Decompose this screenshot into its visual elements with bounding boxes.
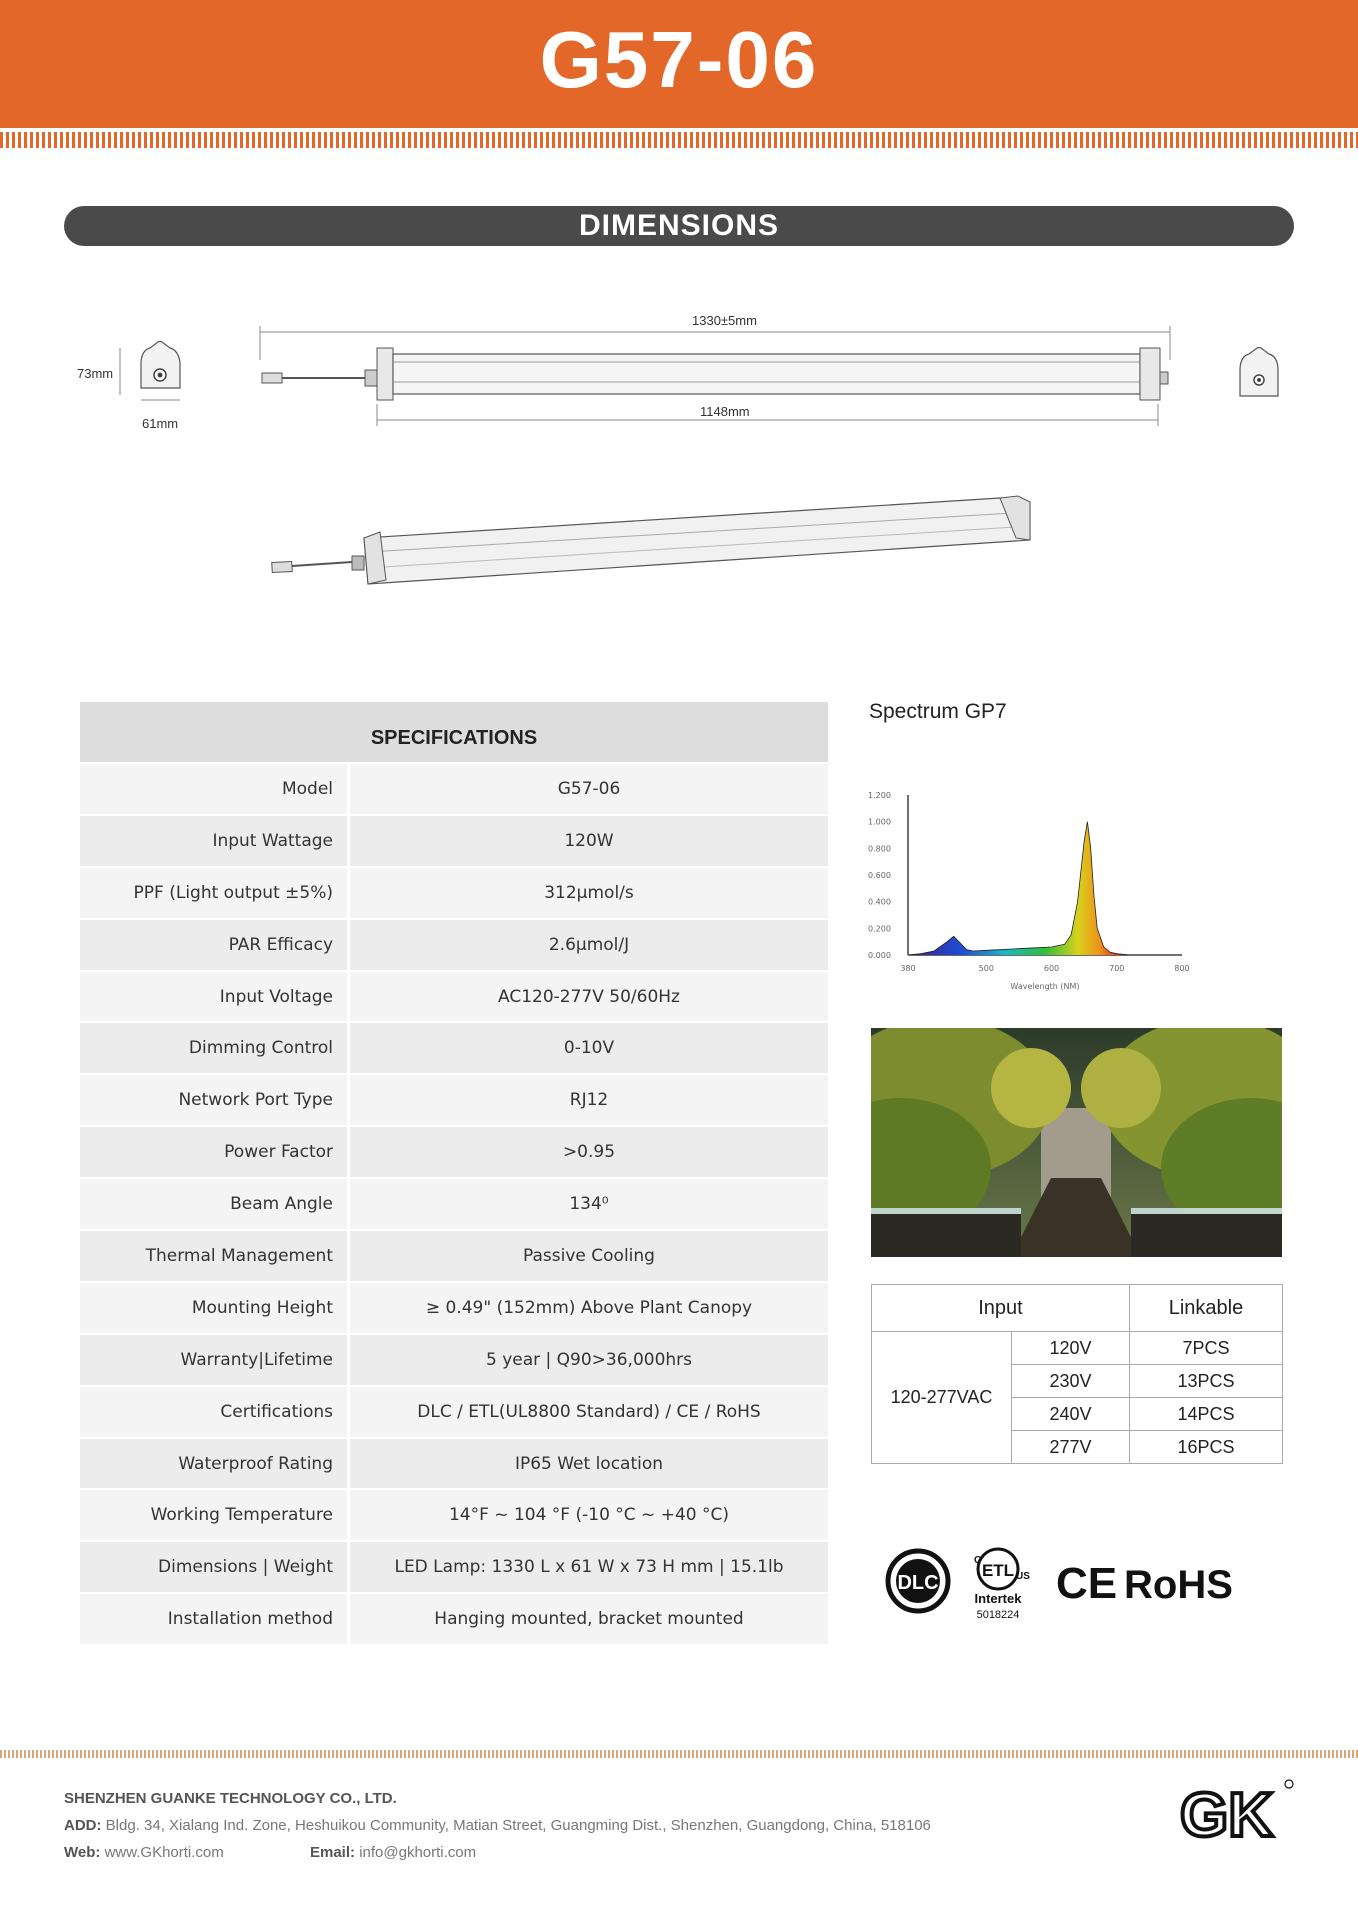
x-tick-label: 380 xyxy=(900,964,916,973)
spec-row xyxy=(80,1281,828,1333)
y-tick-label: 0.600 xyxy=(868,871,891,880)
etl-logo xyxy=(974,1549,1030,1621)
svg-text:5018224: 5018224 xyxy=(976,1609,1020,1621)
voltage-cell: 240V xyxy=(1012,1398,1130,1431)
spec-value: Passive Cooling xyxy=(523,1246,655,1267)
spec-label: Working Temperature xyxy=(80,1490,350,1540)
spec-value: 5 year | Q90>36,000hrs xyxy=(485,1349,693,1370)
spec-label: Certifications xyxy=(80,1387,350,1437)
spec-value: 134⁰ xyxy=(569,1194,609,1215)
count-cell: 16PCS xyxy=(1130,1431,1283,1464)
certification-logos xyxy=(876,1545,1296,1625)
spec-value: ≥ 0.49" (152mm) Above Plant Canopy xyxy=(425,1297,753,1318)
svg-text:ETL: ETL xyxy=(981,1561,1015,1580)
spec-row xyxy=(80,814,828,866)
perspective-view xyxy=(272,496,1030,584)
spec-value: 14°F ~ 104 °F (-10 °C ~ +40 °C) xyxy=(448,1505,729,1526)
spec-row xyxy=(80,918,828,970)
spec-label: PAR Efficacy xyxy=(80,920,350,970)
input-header: Input xyxy=(872,1285,1130,1332)
y-tick-label: 0.200 xyxy=(868,924,891,934)
spec-value: AC120-277V 50/60Hz xyxy=(498,986,680,1007)
spec-row xyxy=(80,762,828,814)
y-tick-label: 0.400 xyxy=(868,897,891,907)
count-cell: 13PCS xyxy=(1130,1365,1283,1398)
spec-row xyxy=(80,1177,828,1229)
spec-label: Warranty|Lifetime xyxy=(80,1335,350,1385)
svg-text:DLC: DLC xyxy=(897,1572,939,1594)
company-web xyxy=(64,1844,224,1861)
y-tick-label: 0.800 xyxy=(868,844,891,854)
spec-value: IP65 Wet location xyxy=(514,1453,664,1474)
email-link[interactable]: info@gkhorti.com xyxy=(359,1844,477,1861)
spec-label: PPF (Light output ±5%) xyxy=(80,868,350,918)
page-title: G57-06 xyxy=(539,15,819,104)
spec-label: Dimensions | Weight xyxy=(80,1542,350,1592)
x-tick-label: 700 xyxy=(1109,964,1125,973)
count-cell: 7PCS xyxy=(1130,1332,1283,1365)
width-label: 61mm xyxy=(142,416,179,431)
y-tick-label: 1.200 xyxy=(868,791,891,800)
spec-label: Input Voltage xyxy=(80,972,350,1022)
svg-text:US: US xyxy=(1016,1571,1030,1582)
voltage-cell: 277V xyxy=(1012,1431,1130,1464)
y-tick-label: 1.000 xyxy=(868,817,891,827)
company-address xyxy=(64,1817,931,1834)
input-range-cell: 120-277VAC xyxy=(872,1332,1012,1464)
dimensions-heading: DIMENSIONS xyxy=(64,206,1294,246)
spec-value: 2.6μmol/J xyxy=(548,934,630,955)
spectrum-title: Spectrum GP7 xyxy=(869,700,1007,723)
footer-stripe xyxy=(0,1750,1358,1758)
email-label: Email: xyxy=(310,1844,356,1861)
spec-value: 0-10V xyxy=(563,1038,615,1059)
spec-label: Input Wattage xyxy=(80,816,350,866)
x-tick-label: 500 xyxy=(978,964,994,973)
spec-row xyxy=(80,1592,828,1644)
dlc-logo xyxy=(888,1551,948,1611)
voltage-cell: 230V xyxy=(1012,1365,1130,1398)
spectrum-chart xyxy=(860,775,1300,1015)
header-banner xyxy=(0,0,1358,128)
svg-text:CE: CE xyxy=(1056,1559,1118,1608)
grow-room-photo xyxy=(871,1028,1282,1257)
spec-row xyxy=(80,1488,828,1540)
x-tick-label: 800 xyxy=(1174,964,1190,973)
spec-row xyxy=(80,1073,828,1125)
web-link[interactable]: www.GKhorti.com xyxy=(104,1844,224,1861)
company-email xyxy=(310,1844,476,1861)
linkable-table xyxy=(871,1284,1283,1464)
spec-value: LED Lamp: 1330 L x 61 W x 73 H mm | 15.1lb xyxy=(394,1557,784,1578)
linkable-header: Linkable xyxy=(1130,1285,1283,1332)
svg-text:Intertek: Intertek xyxy=(974,1591,1022,1606)
ce-logo xyxy=(1056,1559,1117,1608)
spec-row xyxy=(80,1229,828,1281)
spectrum-line xyxy=(908,822,1182,955)
spec-row xyxy=(80,1125,828,1177)
rohs-logo xyxy=(1124,1563,1233,1607)
spec-row xyxy=(80,866,828,918)
spec-row xyxy=(80,1333,828,1385)
web-label: Web: xyxy=(64,1844,101,1861)
spec-label: Waterproof Rating xyxy=(80,1439,350,1489)
voltage-cell: 120V xyxy=(1012,1332,1130,1365)
spec-label: Beam Angle xyxy=(80,1179,350,1229)
specifications-table xyxy=(80,702,828,1644)
spec-label: Network Port Type xyxy=(80,1075,350,1125)
end-view-right xyxy=(1240,348,1278,397)
spec-label: Dimming Control xyxy=(80,1023,350,1073)
x-axis-label: Wavelength (NM) xyxy=(1010,982,1080,991)
dimension-drawing xyxy=(0,300,1358,610)
body-length-label: 1148mm xyxy=(700,404,750,419)
y-tick-label: 0.000 xyxy=(868,951,891,960)
spec-value: G57-06 xyxy=(557,779,621,799)
spec-value: DLC / ETL(UL8800 Standard) / CE / RoHS xyxy=(417,1401,761,1422)
side-view xyxy=(262,348,1168,400)
x-tick-label: 600 xyxy=(1043,964,1060,973)
spec-label: Power Factor xyxy=(80,1127,350,1177)
spec-row xyxy=(80,1021,828,1073)
svg-text:GK: GK xyxy=(1180,1781,1273,1846)
header-stripe xyxy=(0,132,1358,148)
spec-value: Hanging mounted, bracket mounted xyxy=(434,1609,744,1630)
spec-label: Mounting Height xyxy=(80,1283,350,1333)
spec-row xyxy=(80,1437,828,1489)
end-view-left xyxy=(77,342,180,432)
spec-row xyxy=(80,970,828,1022)
count-cell: 14PCS xyxy=(1130,1398,1283,1431)
svg-text:C: C xyxy=(974,1555,982,1566)
total-length-label: 1330±5mm xyxy=(692,313,757,328)
spec-row xyxy=(80,1385,828,1437)
svg-text:RoHS: RoHS xyxy=(1124,1563,1233,1607)
spectrum-area xyxy=(908,822,1182,955)
spec-value: RJ12 xyxy=(569,1090,609,1111)
specifications-heading: SPECIFICATIONS xyxy=(80,702,828,762)
spec-label: Thermal Management xyxy=(80,1231,350,1281)
address-text: Bldg. 34, Xialang Ind. Zone, Heshuikou Community, Matian Street, Guangming Dist., Shenzhen, Guangdong, China, 518106 xyxy=(105,1817,931,1834)
spec-value: 312μmol/s xyxy=(544,882,634,903)
spec-label: Installation method xyxy=(80,1594,350,1644)
spec-row xyxy=(80,1540,828,1592)
spec-label: Model xyxy=(80,764,350,814)
height-label: 73mm xyxy=(77,366,114,381)
gk-logo xyxy=(1176,1776,1296,1846)
company-name: SHENZHEN GUANKE TECHNOLOGY CO., LTD. xyxy=(64,1790,397,1807)
address-label: ADD: xyxy=(64,1817,102,1834)
spec-value: 120W xyxy=(564,830,614,851)
spec-value: >0.95 xyxy=(562,1142,616,1163)
